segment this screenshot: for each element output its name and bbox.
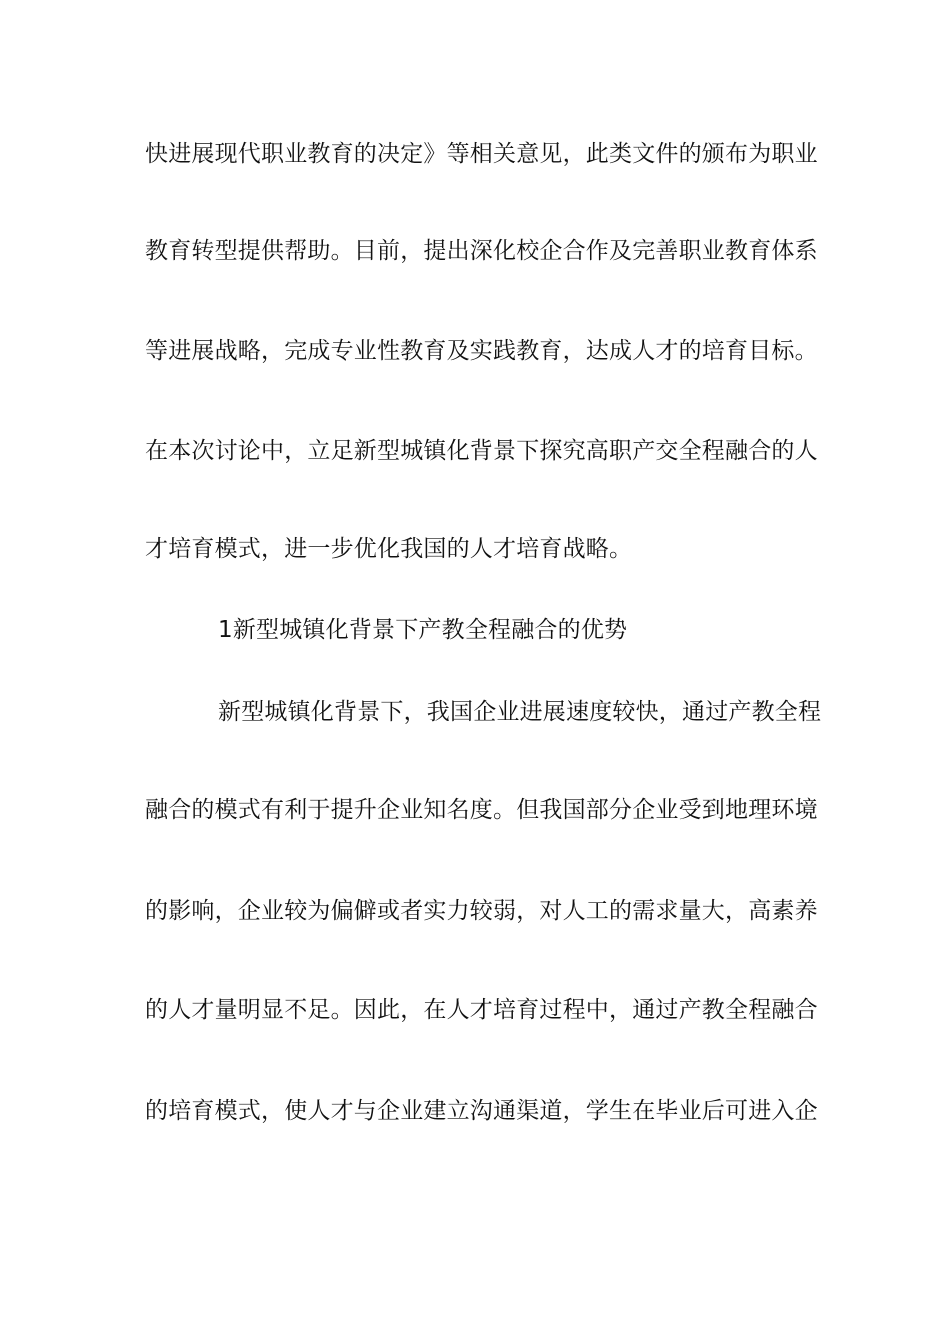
paragraph-line: 教育转型提供帮助。目前，提出深化校企合作及完善职业教育体系	[145, 238, 818, 264]
paragraph-line: 等进展战略，完成专业性教育及实践教育，达成人才的培育目标。	[145, 338, 818, 364]
paragraph-line: 的培育模式，使人才与企业建立沟通渠道，学生在毕业后可进入企	[145, 1098, 818, 1124]
paragraph-line: 才培育模式，进一步优化我国的人才培育战略。	[145, 536, 633, 562]
paragraph-line: 融合的模式有利于提升企业知名度。但我国部分企业受到地理环境	[145, 797, 818, 823]
paragraph-line: 的人才量明显不足。因此，在人才培育过程中，通过产教全程融合	[145, 997, 818, 1023]
paragraph-line: 的影响，企业较为偏僻或者实力较弱，对人工的需求量大，高素养	[145, 898, 818, 924]
paragraph-line: 快进展现代职业教育的决定》等相关意见，此类文件的颁布为职业	[145, 141, 818, 167]
paragraph-line: 新型城镇化背景下，我国企业进展速度较快，通过产教全程	[218, 699, 822, 725]
paragraph-line: 在本次讨论中，立足新型城镇化背景下探究高职产交全程融合的人	[145, 438, 818, 464]
section-heading: 1新型城镇化背景下产教全程融合的优势	[218, 617, 628, 643]
